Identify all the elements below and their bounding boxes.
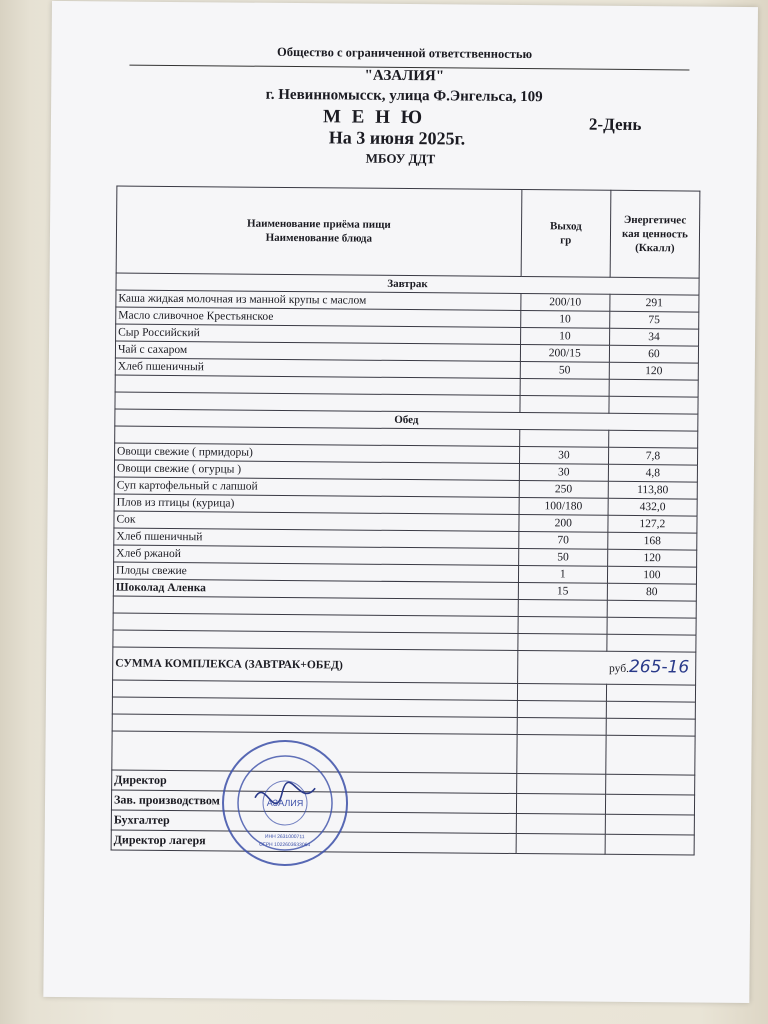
dish-kcal: 75 xyxy=(610,311,699,329)
dish-kcal: 7,8 xyxy=(608,447,697,465)
dish-name: Овощи свежие ( огурцы ) xyxy=(114,460,519,481)
organization-name: "АЗАЛИЯ" xyxy=(364,67,445,85)
lunch-rows xyxy=(113,443,697,601)
header-yield-text: Выход гр xyxy=(549,220,582,247)
dish-name: Суп картофельный с лапшой xyxy=(114,477,519,498)
dish-kcal: 100 xyxy=(607,566,696,584)
sum-handwritten-value: 265-16 xyxy=(628,656,690,678)
dish-name: Хлеб ржаной xyxy=(114,545,519,566)
signature-camp-director-label: Директор лагеря xyxy=(111,830,516,854)
dish-name: Овощи свежие ( прмидоры) xyxy=(115,443,520,464)
dish-yield: 30 xyxy=(519,447,608,465)
dish-yield: 200/15 xyxy=(520,345,609,363)
sum-value-cell xyxy=(517,651,696,686)
signature-accountant-label: Бухгалтер xyxy=(111,810,516,834)
dish-yield: 200/10 xyxy=(521,294,610,312)
dish-kcal: 120 xyxy=(607,549,696,567)
sum-currency: руб. xyxy=(609,662,630,675)
dish-yield: 200 xyxy=(519,515,608,533)
dish-kcal: 60 xyxy=(609,345,698,363)
dish-name: Чай с сахаром xyxy=(115,341,520,362)
menu-day: 2-День xyxy=(588,114,642,135)
dish-kcal: 432,0 xyxy=(608,498,697,516)
menu-table xyxy=(111,185,701,855)
school-name: МБОУ ДДТ xyxy=(365,150,436,167)
sum-row xyxy=(113,647,696,685)
dish-kcal: 168 xyxy=(608,532,697,550)
header-energy-text: Энергетичес кая ценность (Ккалл) xyxy=(621,213,688,255)
document-title: М Е Н Ю xyxy=(322,106,426,129)
menu-date: На 3 июня 2025г. xyxy=(328,127,466,149)
stamp-center-text: АЗАЛИЯ xyxy=(266,797,304,809)
dish-name: Сыр Российский xyxy=(116,324,521,345)
dish-name: Плов из птицы (курица) xyxy=(114,494,519,515)
dish-name: Шоколад Аленка xyxy=(113,579,518,600)
dish-name: Сок xyxy=(114,511,519,532)
signature-production-label: Зав. производством xyxy=(111,790,516,814)
dish-kcal: 4,8 xyxy=(608,464,697,482)
dish-kcal: 80 xyxy=(607,583,696,601)
dish-name: Каша жидкая молочная из манной крупы с маслом xyxy=(116,290,521,311)
dish-kcal: 291 xyxy=(610,294,699,312)
signature-row-camp-director xyxy=(111,830,694,855)
menu-document xyxy=(43,1,758,1003)
sum-label: СУММА КОМПЛЕКСА (ЗАВТРАК+ОБЕД) xyxy=(113,647,518,684)
round-seal-stamp xyxy=(219,737,350,868)
dish-kcal: 113,80 xyxy=(608,481,697,499)
dish-yield: 10 xyxy=(520,328,609,346)
header-dish-name xyxy=(116,186,521,277)
empty-row xyxy=(112,731,695,775)
dish-yield: 50 xyxy=(520,362,609,380)
organization-type: Общество с ограниченной ответственностью xyxy=(276,44,533,62)
stamp-inn: ИНН 2631000711 xyxy=(264,833,305,841)
dish-yield: 15 xyxy=(518,583,607,601)
stamp-ogrn: ОГРН 1022603633064 xyxy=(259,841,311,849)
dish-yield: 50 xyxy=(518,549,607,567)
section-lunch: Обед xyxy=(115,409,698,431)
dish-yield: 10 xyxy=(520,311,609,329)
dish-name: Масло сливочное Крестьянское xyxy=(116,307,521,328)
table-header-row xyxy=(116,186,700,278)
dish-yield: 250 xyxy=(519,481,608,499)
section-breakfast: Завтрак xyxy=(116,273,699,295)
organization-address: г. Невинномысск, улица Ф.Энгельса, 109 xyxy=(265,86,543,106)
signature-director-label: Директор xyxy=(112,770,517,794)
header-yield xyxy=(521,190,611,278)
dish-name: Хлеб пшеничный xyxy=(115,358,520,379)
header-dish-name-text: Наименование приёма пищи Наименование блюда xyxy=(247,217,391,245)
dish-kcal: 120 xyxy=(609,362,698,380)
dish-yield: 100/180 xyxy=(519,498,608,516)
dish-name: Хлеб пшеничный xyxy=(114,528,519,549)
dish-kcal: 127,2 xyxy=(608,515,697,533)
header-energy xyxy=(610,190,700,278)
dish-kcal: 34 xyxy=(609,328,698,346)
dish-yield: 70 xyxy=(518,532,607,550)
breakfast-rows xyxy=(115,290,699,380)
dish-yield: 30 xyxy=(519,464,608,482)
dish-yield: 1 xyxy=(518,566,607,584)
dish-name: Плоды свежие xyxy=(113,562,518,583)
